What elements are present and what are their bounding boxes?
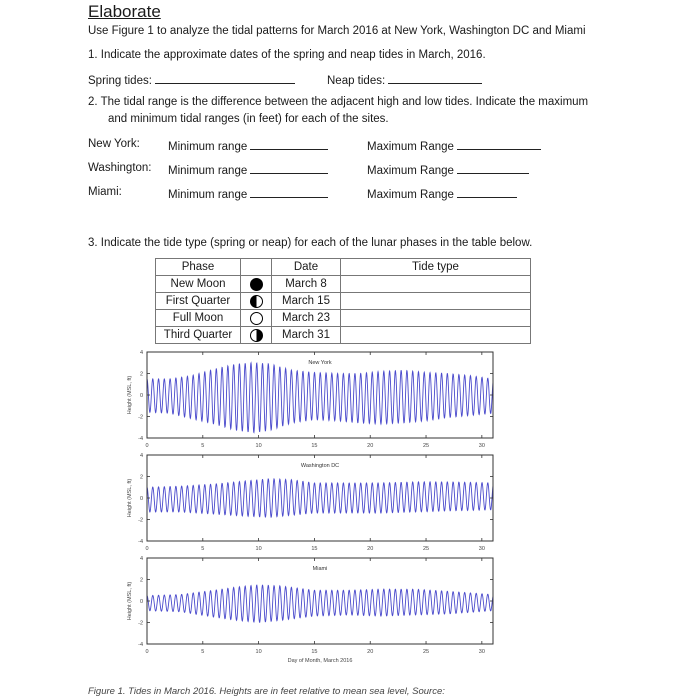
svg-text:20: 20 bbox=[367, 649, 374, 655]
header-date: Date bbox=[272, 259, 341, 276]
svg-text:Height (MSL, ft): Height (MSL, ft) bbox=[127, 581, 133, 621]
svg-text:30: 30 bbox=[478, 649, 485, 655]
question-3: 3. Indicate the tide type (spring or neap) for each of the lunar phases in the table below. bbox=[88, 237, 533, 249]
svg-text:0: 0 bbox=[139, 393, 143, 399]
svg-text:25: 25 bbox=[422, 546, 430, 552]
date-cell: March 31 bbox=[272, 327, 341, 344]
phase-cell: First Quarter bbox=[156, 293, 241, 310]
header-phase: Phase bbox=[156, 259, 241, 276]
site-miami-label: Miami: bbox=[88, 186, 122, 198]
spring-tides-label: Spring tides: bbox=[88, 75, 152, 87]
svg-text:Day of Month, March 2016: Day of Month, March 2016 bbox=[287, 658, 353, 664]
svg-text:15: 15 bbox=[311, 546, 318, 552]
svg-text:20: 20 bbox=[367, 546, 374, 552]
svg-text:4: 4 bbox=[139, 453, 143, 459]
site-washington-label: Washington: bbox=[88, 162, 152, 174]
max-range-label: Maximum Range bbox=[367, 141, 454, 153]
svg-text:5: 5 bbox=[201, 443, 205, 449]
question-2-line2: and minimum tidal ranges (in feet) for each of the sites. bbox=[108, 113, 389, 125]
svg-text:10: 10 bbox=[255, 649, 262, 655]
page-title: Elaborate bbox=[88, 2, 161, 21]
svg-text:15: 15 bbox=[311, 649, 318, 655]
svg-text:Height (MSL, ft): Height (MSL, ft) bbox=[127, 478, 133, 518]
svg-text:4: 4 bbox=[139, 350, 143, 356]
svg-text:25: 25 bbox=[422, 443, 430, 449]
svg-text:15: 15 bbox=[311, 443, 318, 449]
min-range-label: Minimum range bbox=[168, 189, 248, 201]
svg-text:0: 0 bbox=[139, 496, 143, 502]
svg-text:10: 10 bbox=[255, 443, 262, 449]
svg-text:25: 25 bbox=[422, 649, 430, 655]
svg-text:2: 2 bbox=[139, 371, 143, 378]
max-range-label: Maximum Range bbox=[367, 189, 454, 201]
min-range-label: Minimum range bbox=[168, 165, 248, 177]
phase-cell: Third Quarter bbox=[156, 327, 241, 344]
figure-caption: Figure 1. Tides in March 2016. Heights are in feet relative to mean sea level, Source: bbox=[88, 686, 445, 697]
svg-text:-2: -2 bbox=[138, 517, 143, 524]
chart-new-york bbox=[127, 350, 493, 449]
svg-text:2: 2 bbox=[139, 577, 143, 584]
header-tide-type: Tide type bbox=[341, 259, 531, 276]
svg-text:-2: -2 bbox=[138, 414, 143, 421]
svg-text:4: 4 bbox=[139, 556, 143, 562]
site-new-york-label: New York: bbox=[88, 138, 140, 150]
svg-text:30: 30 bbox=[478, 546, 485, 552]
svg-text:30: 30 bbox=[478, 443, 485, 449]
svg-text:5: 5 bbox=[201, 649, 205, 655]
svg-text:Miami: Miami bbox=[312, 566, 328, 572]
svg-text:2: 2 bbox=[139, 474, 143, 481]
svg-text:0: 0 bbox=[145, 649, 149, 655]
phase-cell: New Moon bbox=[156, 276, 241, 293]
svg-text:0: 0 bbox=[145, 443, 149, 449]
svg-text:Height (MSL, ft): Height (MSL, ft) bbox=[127, 375, 133, 415]
date-cell: March 8 bbox=[272, 276, 341, 293]
svg-text:10: 10 bbox=[255, 546, 262, 552]
question-2-line1: 2. The tidal range is the difference between the adjacent high and low tides. Indicate the maximum bbox=[88, 96, 589, 108]
question-1: 1. Indicate the approximate dates of the spring and neap tides in March, 2016. bbox=[88, 49, 486, 61]
svg-text:0: 0 bbox=[145, 546, 149, 552]
date-cell: March 23 bbox=[272, 310, 341, 327]
neap-tides-label: Neap tides: bbox=[327, 75, 386, 87]
svg-text:-4: -4 bbox=[138, 642, 143, 648]
phase-cell: Full Moon bbox=[156, 310, 241, 327]
svg-text:0: 0 bbox=[139, 599, 143, 605]
min-range-label: Minimum range bbox=[168, 141, 248, 153]
svg-text:-4: -4 bbox=[138, 436, 143, 442]
chart-washington-dc bbox=[127, 453, 493, 552]
svg-text:-2: -2 bbox=[138, 620, 143, 627]
svg-text:-4: -4 bbox=[138, 539, 143, 545]
svg-text:5: 5 bbox=[201, 546, 205, 552]
max-range-label: Maximum Range bbox=[367, 165, 454, 177]
svg-text:20: 20 bbox=[367, 443, 374, 449]
intro-text: Use Figure 1 to analyze the tidal patterns for March 2016 at New York, Washington DC and Miami bbox=[88, 25, 586, 37]
svg-text:Washington DC: Washington DC bbox=[300, 463, 340, 469]
svg-text:New York: New York bbox=[308, 360, 332, 366]
date-cell: March 15 bbox=[272, 293, 341, 310]
chart-miami bbox=[127, 556, 493, 664]
